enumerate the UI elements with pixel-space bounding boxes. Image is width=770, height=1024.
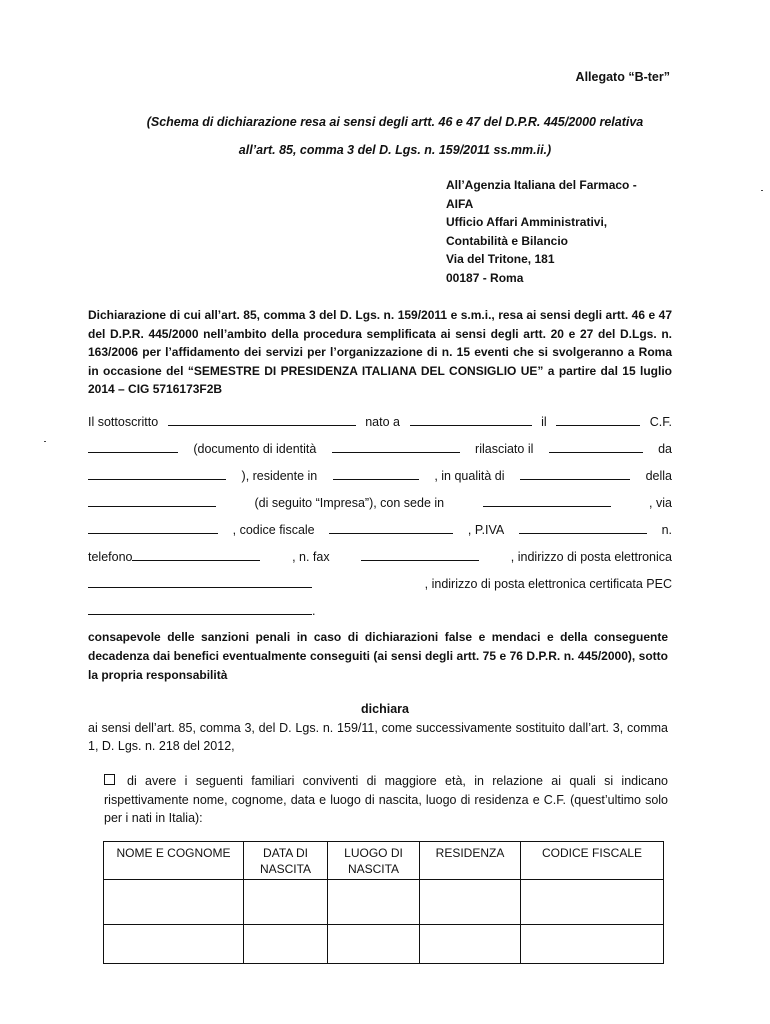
schema-line-2: all’art. 85, comma 3 del D. Lgs. n. 159/2011 ss.mm.ii.) [238,143,552,157]
form-line [88,517,672,544]
form-line [88,490,672,517]
name-field[interactable] [168,413,356,426]
street-field[interactable] [88,521,218,534]
document-field[interactable] [332,440,460,453]
header-residenza: RESIDENZA [420,842,521,880]
issuer-field[interactable] [88,467,226,480]
label-cf: C.F. [649,415,672,429]
label-nato-a: nato a [365,415,400,429]
recipient-line: Ufficio Affari Amministrativi, [446,215,608,229]
form-line [88,598,672,625]
label-da: da [658,442,672,456]
header-nome-cognome: NOME E COGNOME [104,842,244,880]
role-field[interactable] [520,467,630,480]
fax-field[interactable] [361,548,479,561]
table-row [104,925,664,964]
recipient-line: 00187 - Roma [446,270,524,285]
company-field[interactable] [88,494,216,507]
table-cell[interactable] [244,880,328,925]
label-il: il [541,415,547,429]
label-fax: , n. fax [292,550,330,564]
label-qualita: , in qualità di [434,469,505,483]
header-luogo-nascita: LUOGO DI NASCITA [328,842,420,880]
label-via: , via [649,496,672,510]
issue-date-field[interactable] [549,440,643,453]
dichiara-heading: dichiara [361,702,409,716]
birthdate-field[interactable] [556,413,640,426]
attachment-label: Allegato “B-ter” [575,70,670,84]
vat-field[interactable] [519,521,647,534]
birthplace-field[interactable] [410,413,532,426]
recipient-line: Via del Tritone, 181 [446,252,555,266]
declarant-form [88,409,672,625]
table-cell[interactable] [420,925,521,964]
recipient-line: All’Agenzia Italiana del Farmaco - [446,178,637,192]
table-header-row [104,842,664,880]
family-table [103,841,664,964]
dichiara-text: ai sensi dell’art. 85, comma 3, del D. Lgs. n. 159/11, come successivamente sostituito dall’art. 3, comma 1, D. Lgs. n. 218 del 2012, [88,721,668,753]
form-line [88,463,672,490]
label-della: della [645,469,672,483]
table-cell[interactable] [104,880,244,925]
registered-office-field[interactable] [483,494,611,507]
label-documento: (documento di identità [193,442,317,456]
pec-field[interactable] [88,602,312,615]
declaration-intro: Dichiarazione di cui all’art. 85, comma 3 del D. Lgs. n. 159/2011 e s.m.i., resa ai sensi degli artt. 46 e 47 del D.P.R. 445/2000 nell’ambito della procedura semplificata ai sensi degli artt. 20 e 27 del D.Lgs. n. 163/2006 per l’affidamento dei servizi per l’organizzazione di n. 15 eventi che si svolgeranno a Roma in occasione del “SEMESTRE DI PRESIDENZA ITALIANA DEL CONSIGLIO UE” a partire dal 15 luglio 2014 – CIG 5716173F2B [88,308,672,397]
table-row [104,880,664,925]
awareness-statement: consapevole delle sanzioni penali in caso di dichiarazioni false e mendaci e della conseguente decadenza dai benefici eventualmente conseguiti (ai sensi degli artt. 75 e 76 D.P.R. n. 445/2000), sotto la propria responsabilità [88,630,668,682]
table-cell[interactable] [244,925,328,964]
table-cell[interactable] [104,925,244,964]
label-rilasciato: rilasciato il [475,442,534,456]
label-telefono: telefono [88,550,133,564]
label-residente: ), residente in [241,469,318,483]
table-cell[interactable] [521,880,664,925]
form-line [88,409,672,436]
label-end-dot: . [312,604,316,618]
header-codice-fiscale: CODICE FISCALE [521,842,664,880]
table-cell[interactable] [328,880,420,925]
label-posta-elettronica: , indirizzo di posta elettronica [510,550,672,564]
form-line [88,544,672,571]
table-cell[interactable] [521,925,664,964]
label-pec: , indirizzo di posta elettronica certificata PEC [424,577,672,591]
schema-line-1: (Schema di dichiarazione resa ai sensi degli artt. 46 e 47 del D.P.R. 445/2000 relativa [146,115,644,129]
label-di-seguito: (di seguito “Impresa”), con sede in [254,496,445,510]
recipient-line: Contabilità e Bilancio [446,233,569,248]
phone-field[interactable] [132,548,260,561]
family-option [104,772,668,828]
form-line [88,571,672,598]
scan-speck [44,441,46,442]
telefono-group [88,544,260,571]
recipient-address [446,176,637,287]
scan-speck [761,190,763,191]
label-piva: , P.IVA [467,523,505,537]
residence-field[interactable] [333,467,419,480]
table-cell[interactable] [328,925,420,964]
company-tax-code-field[interactable] [329,521,453,534]
email-field[interactable] [88,575,312,588]
header-data-nascita: DATA DI NASCITA [244,842,328,880]
label-codice-fiscale: , codice fiscale [232,523,315,537]
recipient-line: AIFA [446,196,474,211]
schema-heading [100,108,690,164]
table-cell[interactable] [420,880,521,925]
label-sottoscritto: Il sottoscritto [88,415,159,429]
family-option-text: di avere i seguenti familiari conviventi di maggiore età, in relazione ai quali si indicano rispettivamente nome, cognome, data e luogo di nascita, luogo di residenza e C.F. (quest’ultimo solo per i nati in Italia): [104,774,668,826]
family-checkbox[interactable] [104,774,115,785]
label-n: n. [661,523,672,537]
form-line [88,436,672,463]
cf-field[interactable] [88,440,178,453]
